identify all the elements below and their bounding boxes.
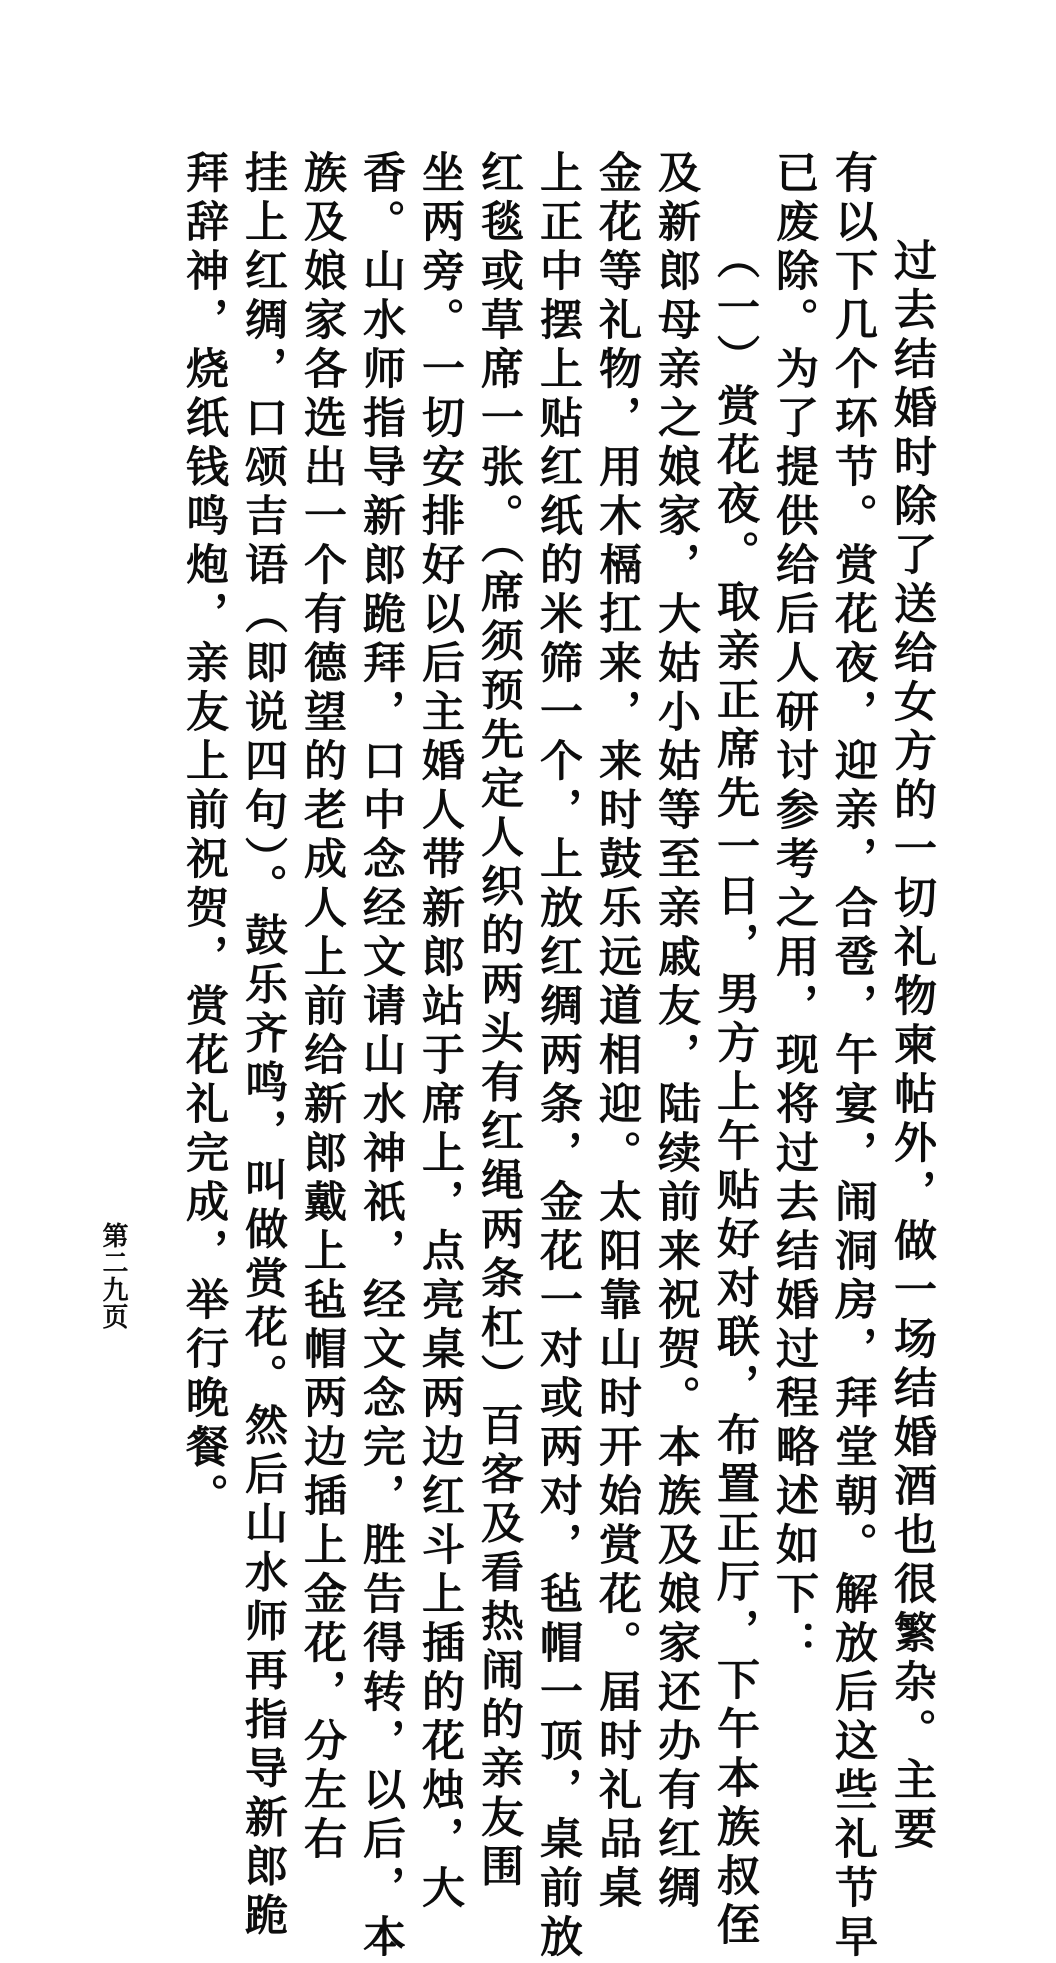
text-column-6: 金花等礼物，用木槅扛来，来时鼓乐远道相迎。太阳靠山时开始赏花。届时礼品桌 <box>592 150 642 1914</box>
text-column-1: 过去结婚时除了送给女方的一切礼物柬帖外，做一场结婚酒也很繁杂。主要 <box>887 238 937 1855</box>
text-column-11: 族及娘家各选出一个有德望的老成人上前给新郎戴上毡帽两边插上金花，分左右 <box>297 150 347 1865</box>
text-column-8: 红毯或草席一张。（席须预先定人织的两头有红绳两条杠）百客及看热闹的亲友围 <box>474 150 524 1893</box>
text-column-2: 有以下几个环节。赏花夜，迎亲，合卺，午宴，闹洞房，拜堂朝。解放后这些礼节早 <box>828 150 878 1963</box>
text-column-10: 香。山水师指导新郎跪拜，口中念经文请山水神祇，经文念完，胜告得转，以后，本 <box>356 150 406 1963</box>
text-column-3: 已废除。为了提供给后人研讨参考之用，现将过去结婚过程略述如下： <box>769 150 819 1669</box>
text-column-12: 挂上红绸，口颂吉语（即说四句）。鼓乐齐鸣，叫做赏花。然后山水师再指导新郎跪 <box>238 150 288 1942</box>
text-column-9: 坐两旁。一切安排好以后主婚人带新郎站于席上，点亮桌两边红斗上插的花烛，大 <box>415 150 465 1914</box>
page-number: 第二九页 <box>98 1222 128 1330</box>
text-column-7: 上正中摆上贴红纸的米筛一个，上放红绸两条，金花一对或两对，毡帽一顶，桌前放 <box>533 150 583 1963</box>
text-column-4: （一）赏花夜。取亲正席先一日，男方上午贴好对联，布置正厅，下午本族叔侄 <box>710 236 760 1951</box>
text-column-13: 拜辞神，烧纸钱鸣炮，亲友上前祝贺，赏花礼完成，举行晚餐。 <box>179 150 229 1522</box>
text-column-5: 及新郎母亲之娘家，大姑小姑等至亲戚友，陆续前来祝贺。本族及娘家还办有红绸 <box>651 150 701 1914</box>
